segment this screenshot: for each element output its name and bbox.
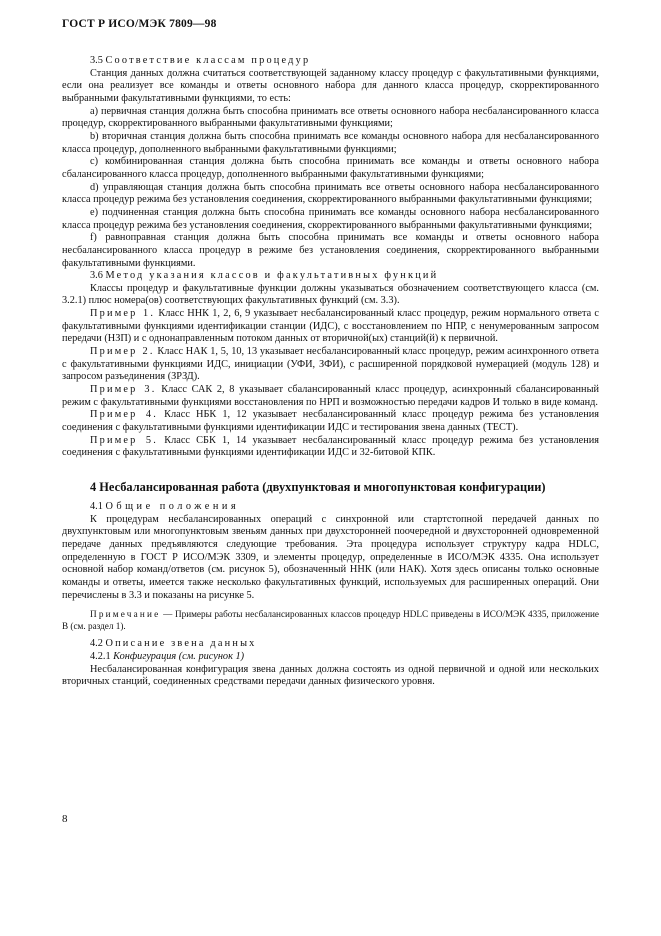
section-title: Описание звена данных: [105, 638, 257, 650]
example-paragraph: [62, 308, 599, 346]
example-text: Класс НАК 1, 5, 10, 13 указывает несбалансированный класс процедур, режим асинхронного ответа с факультативными функциями ИДС, инициации (УФИ, ЗФИ), с расширенной порядковой нумерацией (модуль 128) и запросом разъединения (ЗРЗД).: [62, 346, 599, 383]
document-header: ГОСТ Р ИСО/МЭК 7809—98: [62, 18, 217, 30]
example-text: Класс СБК 1, 14 указывает несбалансированный класс процедур режима без установления соединения с факультативными функциями идентификации ИДС и 32-битовой КПК.: [62, 434, 599, 459]
example-label: Пример 3.: [90, 384, 157, 396]
note-label: Примечание: [90, 609, 161, 620]
section-title: Конфигурация (см. рисунок 1): [113, 651, 245, 663]
section-4-heading: 4 Несбалансированная работа (двухпунктовая и многопунктовая конфигурации): [90, 480, 546, 494]
section-number: 3.6: [90, 270, 103, 282]
example-label: Пример 2.: [90, 346, 155, 358]
example-text: Класс НБК 1, 12 указывает несбалансированный класс процедур режима без установления соединения с факультативными функциями идентификации ИДС и тестирования звена данных (ТЕСТ).: [62, 409, 599, 434]
example-label: Пример 5.: [90, 434, 159, 446]
example-paragraph: [62, 384, 599, 409]
list-item: d) управляющая станция должна быть способна принимать все ответы основного набора несбалансированного класса процедур режима без установления соединения, скорректированного выбранными факультативными функциями;: [62, 181, 599, 206]
section-4-2-1-heading: [62, 651, 599, 664]
list-item: b) вторичная станция должна быть способна принимать все команды основного набора для несбалансированного класса процедур, дополненного выбранными факультативными функциями;: [62, 130, 599, 155]
section-title: Общие положения: [105, 501, 240, 512]
list-item: e) подчиненная станция должна быть способна принимать все команды основного набора несбалансированного класса процедур режима без установления соединения, скорректированного выбранными факультативными функциями;: [62, 206, 599, 231]
section-3-5-heading: [62, 55, 599, 68]
section-number: 3.5: [90, 55, 103, 66]
example-paragraph: [62, 435, 599, 460]
paragraph: Классы процедур и факультативные функции должны указываться обозначением соответствующего класса (см. 3.2.1) плюс номера(ов) соответствующих факультативных функций (см. 3.3).: [62, 282, 599, 307]
page-number: 8: [62, 813, 68, 825]
example-paragraph: [62, 346, 599, 384]
section-title: Соответствие классам процедур: [105, 55, 311, 66]
section-title: Метод указания классов и факультативных функций: [105, 270, 439, 282]
list-item: a) первичная станция должна быть способна принимать все ответы основного набора несбалансированного класса процедур, скорректированного выбранными факультативными функциями;: [62, 105, 599, 130]
paragraph: К процедурам несбалансированных операций с синхронной или стартстопной передачей данных по двухпунктовым или многопунктовым звеньям данных при двухсторонней поочередной и двухсторонней одновременной передаче данных предъявляются следующие требования. Эта процедура использует структуру кадра HDLC, определенную в ГОСТ Р ИСО/МЭК 3309, и элементы процедур, определенные в ИСО/МЭК 4335. Она использует основной набор команд/ответов (см. рисунок 5), обозначенный ННК (или НАК). Хотя здесь описаны только основные команды и ответы, имеется также несколько факультативных функций, используемых для расширенных операций. Они перечислены в 3.3 и показаны на рисунке 5.: [62, 513, 599, 601]
note-text: — Примеры работы несбалансированных классов процедур HDLC приведены в ИСО/МЭК 4335, приложение В (см. раздел 1).: [62, 609, 599, 631]
section-number: 4.2: [90, 638, 103, 650]
example-label: Пример 4.: [90, 409, 159, 421]
list-item: f) равноправная станция должна быть способна принимать все команды и ответы основного набора несбалансированного класса процедур в режиме без установления соединения, скорректированного выбранными факультативными функциями.: [62, 232, 599, 269]
note-paragraph: [62, 609, 599, 632]
document-body: [62, 55, 599, 689]
example-label: Пример 1.: [90, 308, 156, 320]
section-number: 4.2.1: [90, 651, 111, 663]
example-text: Класс САК 2, 8 указывает сбалансированный класс процедур, асинхронный сбалансированный режим с факультативными функциями восстановления по НРП и возможностью передачи кадров И только в виде команд.: [62, 384, 600, 408]
list-item: c) комбинированная станция должна быть способна принимать все команды и ответы основного набора сбалансированного класса процедур, дополненного выбранными факультативными функциями;: [62, 156, 599, 180]
section-number: 4.1: [90, 501, 103, 512]
section-3-6-heading: [62, 270, 599, 283]
paragraph: Несбалансированная конфигурация звена данных должна состоять из одной первичной и одной или нескольких вторичных станций, соединенных средствами передачи данных физического уровня.: [62, 663, 599, 688]
example-paragraph: [62, 409, 599, 434]
example-text: Класс ННК 1, 2, 6, 9 указывает несбалансированный класс процедур, режим нормального ответа с факультативными функциями идентификации станции (ИДС), с восстановлением по НПР, с ненумерованным запросом передачи (НЗП) и с однонаправленным потоком данных от вторичной(ых) станций(й) к первичной.: [62, 308, 599, 345]
section-4-1-heading: [62, 501, 599, 514]
section-4-2-heading: [62, 638, 599, 651]
paragraph: Станция данных должна считаться соответствующей заданному классу процедур с факультативными функциями, если она реализует все команды и ответы основного набора для данного класса процедур, скорректированного выбранными факультативными функциями, то есть:: [62, 67, 599, 104]
